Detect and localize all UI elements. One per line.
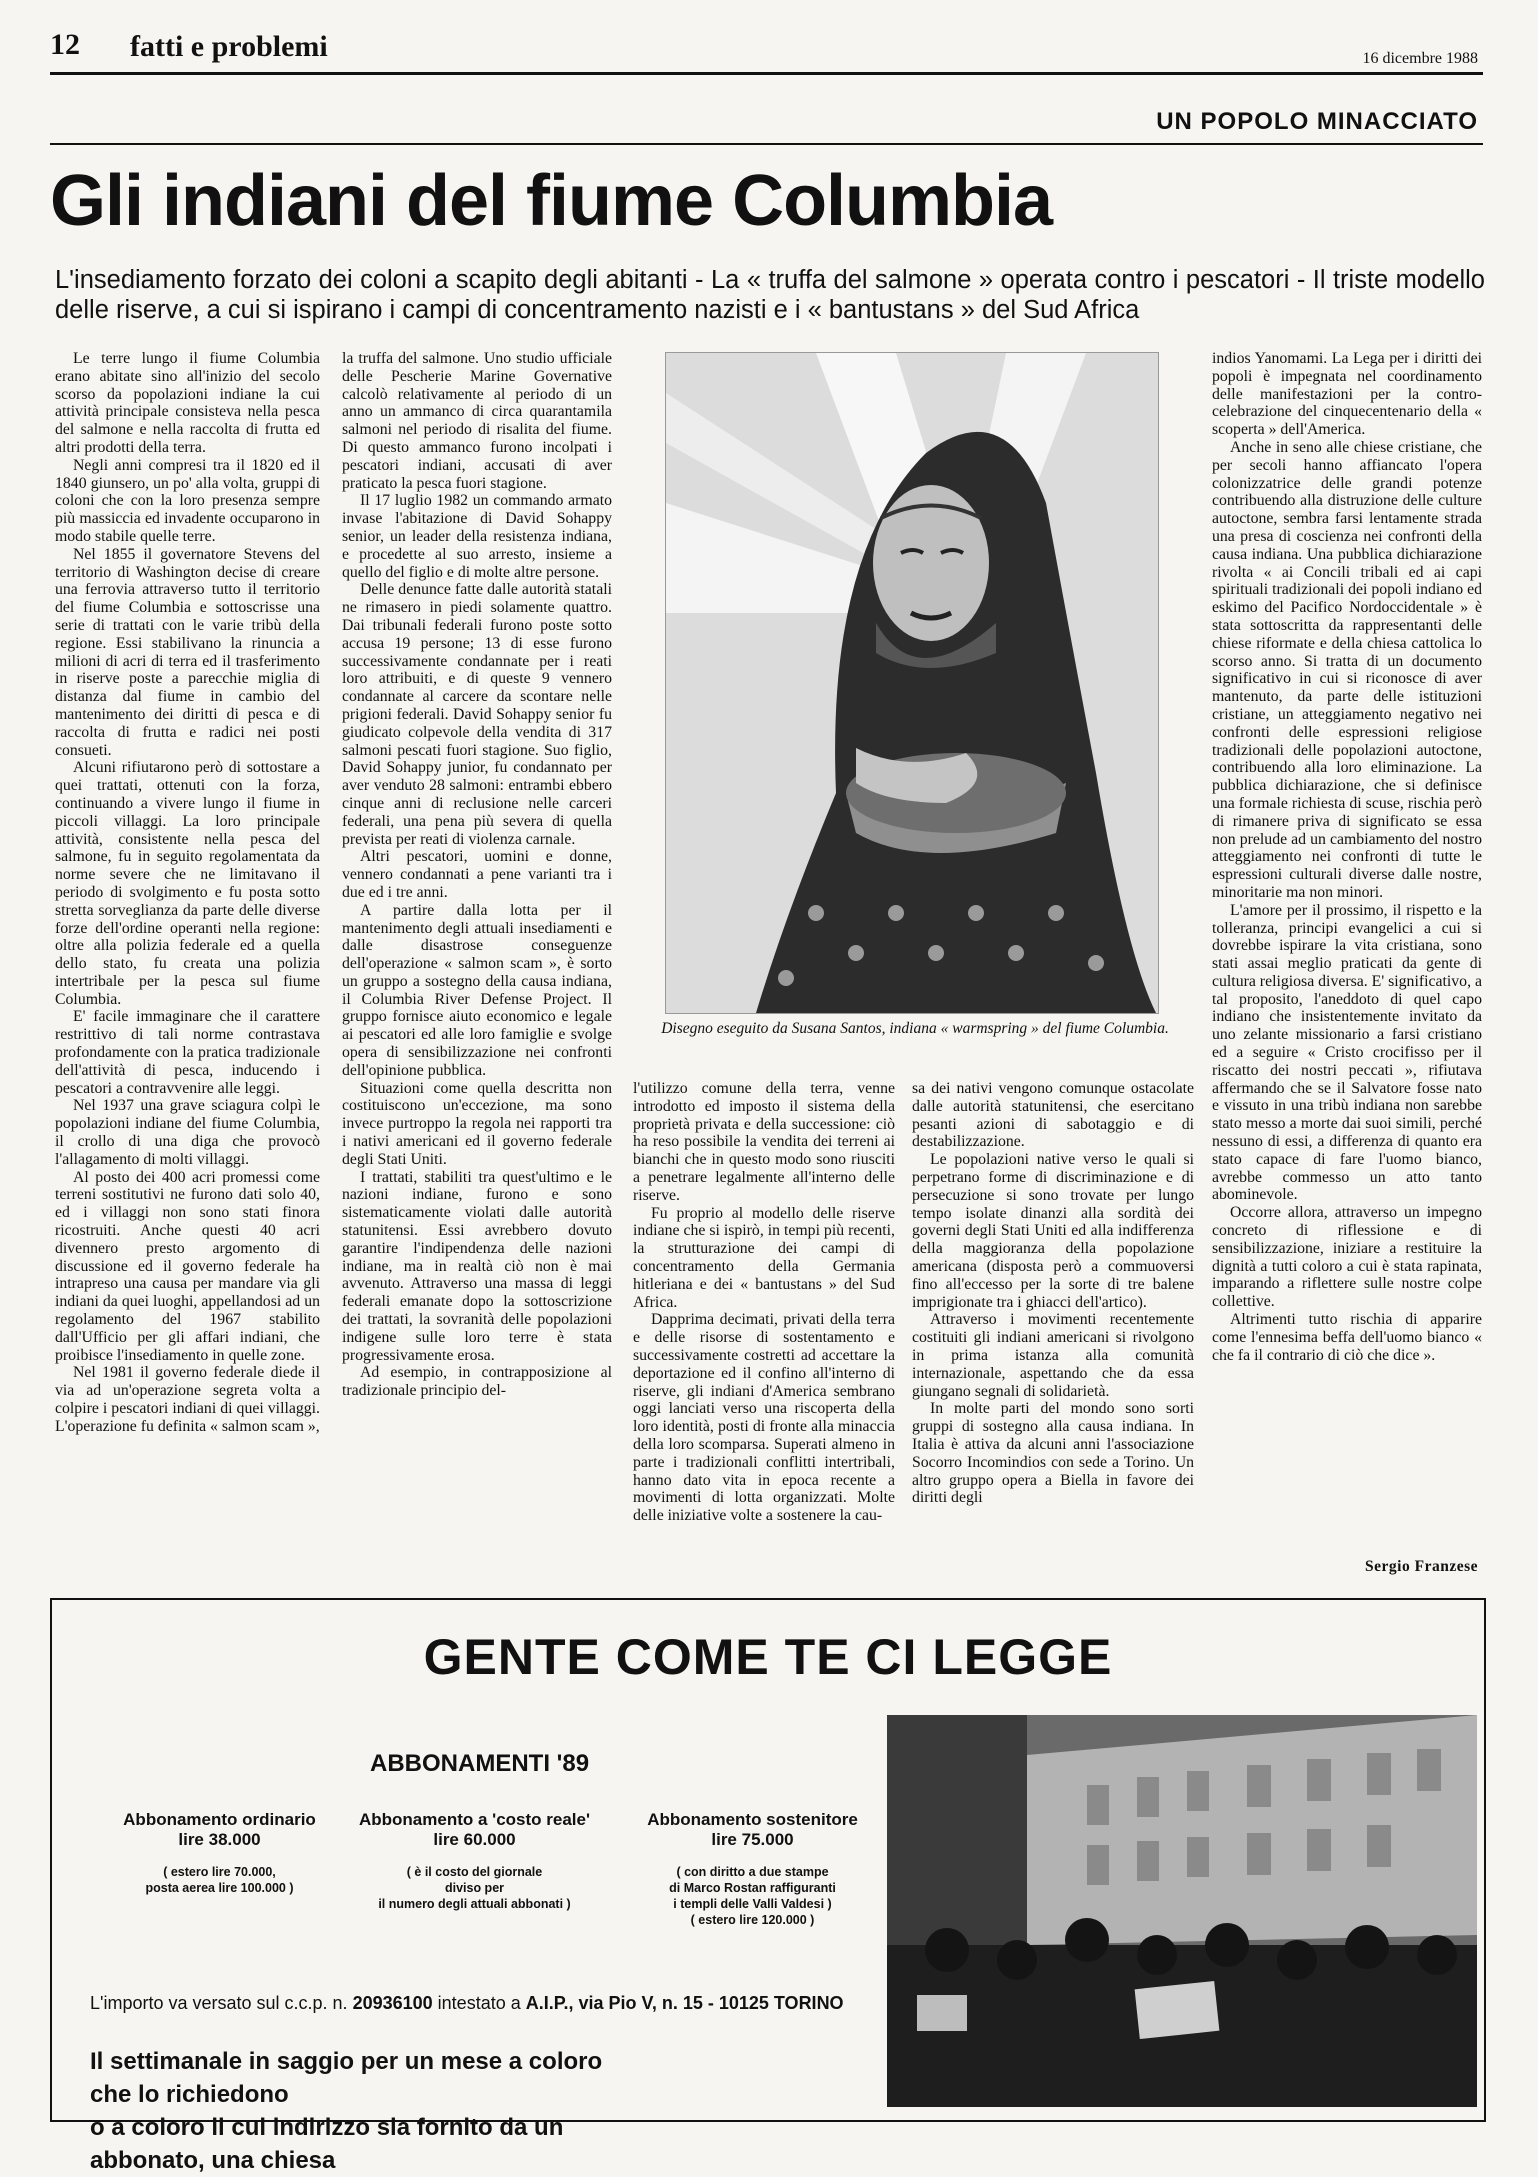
paragraph: Nel 1937 una grave sciagura colpì le popolazioni indiane del fiume Columbia, il crollo di una diga che provocò l'allagamento di molti villaggi. bbox=[55, 1097, 320, 1168]
paragraph: Nel 1981 il governo federale diede il via ad un'operazione segreta volta a colpire i pescatori indiani di quei villaggi. L'operazione fu definita « salmon scam », bbox=[55, 1364, 320, 1435]
paragraph: Altrimenti tutto rischia di apparire come l'ennesima beffa dell'uomo bianco « che fa il contrario di ciò che dice ». bbox=[1212, 1311, 1482, 1364]
kicker: UN POPOLO MINACCIATO bbox=[1156, 108, 1478, 135]
illustration-drawing bbox=[666, 353, 1158, 1013]
article-column-1 bbox=[55, 350, 320, 1436]
article-column-5 bbox=[1212, 350, 1482, 1364]
paragraph: A partire dalla lotta per il mantenimento degli attuali insediamenti e dalle disastrose conseguenze dell'operazione « salmon scam », è sorto un gruppo a sostegno della causa indiana, il Columbia River Defense Project. Il gruppo fornisce aiuto economico e legale ai pescatori ed alle loro famiglie e svolge opera di sensibilizzazione nei confronti dell'opinione pubblica. bbox=[342, 901, 612, 1079]
byline: Sergio Franzese bbox=[1365, 1558, 1478, 1575]
paragraph: Anche in seno alle chiese cristiane, che per secoli hanno affiancato l'opera colonizzatrice delle grandi potenze contribuendo alla distruzione delle culture autoctone, sembra farsi lentamente strada una presa di coscienza nei confronti della causa indiana. Una pubblica dichiarazione rivolta « ai Concili tribali ed ai capi spirituali tradizionali dei popoli indiano ed eskimo del Pacifico Nordoccidentale » è stata sottoscritta da rappresentanti delle chiese riformate e della chiesa cattolica lo scorso anno. Si tratta di un documento significativo in cui si riconosce di aver mantenuto, da parte delle istituzioni cristiane, un atteggiamento negativo nei confronti delle espressioni religiose tradizionali delle popolazioni autoctone, contribuendo alla loro eliminazione. La pubblica dichiarazione, che si definisce una formale richiesta di scuse, rischia però di rimanere priva di significato se essa non prelude ad un cambiamento del nostro atteggiamento nei confronti di tutte le espressioni culturali diverse dalle nostre, minoritarie ma non minori. bbox=[1212, 438, 1482, 901]
paragraph: Situazioni come quella descritta non costituiscono un'eccezione, ma sono invece purtroppo la regola nei rapporti tra i nativi americani ed il governo federale degli Stati Uniti. bbox=[342, 1079, 612, 1168]
street-crowd-photo bbox=[887, 1715, 1477, 2107]
postal-account-number: 20936100 bbox=[352, 1993, 433, 2013]
paragraph: sa dei nativi vengono comunque ostacolate dalle autorità statunitensi, che esercitano pesanti azioni di sabotaggio e di destabilizzazione. bbox=[912, 1080, 1194, 1151]
subscription-ordinary bbox=[97, 1810, 342, 1896]
paragraph: la truffa del salmone. Uno studio ufficiale delle Pescherie Marine Governative calcolò relativamente al periodo di un anno un ammanco di circa quarantamila salmoni nel periodo di risalita del fiume. Di questo ammanco furono incolpati i pescatori indiani, accusati di aver praticato la pesca fuori stagione. bbox=[342, 350, 612, 492]
subscription-notes: ( estero lire 70.000, posta aerea lire 100.000 ) bbox=[145, 1865, 294, 1895]
subtitle: L'insediamento forzato dei coloni a scapito degli abitanti - La « truffa del salmone » operata contro i pescatori - Il triste modello delle riserve, a cui si ispirano i campi di concentramento nazisti e i « bantustans » del Sud Africa bbox=[55, 266, 1485, 324]
subscription-price: lire 75.000 bbox=[711, 1830, 794, 1849]
subscription-price: lire 38.000 bbox=[178, 1830, 261, 1849]
paragraph: Fu proprio al modello delle riserve indiane che si ispirò, in tempi più recenti, la strutturazione dei campi di concentramento della Germania hitleriana e dei « bantustans » del Sud Africa. bbox=[633, 1204, 895, 1311]
paragraph: Al posto dei 400 acri promessi come terreni sostitutivi ne furono dati solo 40, ed i villaggi non sono stati finora ricostruiti. Anche questi 40 acri divennero presto argomento di discussione ed il governo federale ha intrapreso una causa per mandare via gli indiani da quei luoghi, appellandosi ad un regolamento del 1967 stabilito dall'Ufficio per gli affari indiani, che proibisce l'insediamento in quelle zone. bbox=[55, 1168, 320, 1364]
paragraph: In molte parti del mondo sono sorti gruppi di sostegno alla causa indiana. In Italia è attiva da alcuni anni l'associazione Socorro Incomindios con sede a Torino. Un altro gruppo opera a Biella in favore dei diritti degli bbox=[912, 1400, 1194, 1507]
illustration-woman-with-basket bbox=[665, 352, 1159, 1014]
paragraph: L'amore per il prossimo, il rispetto e la tolleranza, principi evangelici a cui si dovrebbe ispirare la vita cristiana, sono stati assai meglio praticati da gente di cultura religiosa diversa. E' significativo, a tal proposito, l'aneddoto di quel capo indiano che insistentemente invitato da uno zelante missionario a farsi cristiano ed a seguire « Cristo crocifisso per il riscatto dei nostri peccati », rifiutava affermando che se il Salvatore fosse nato e vissuto in una tribù indiana non sarebbe stato messo a morte dai suoi simili, perché nessuno di essi, a differenza di quanto era stato capace di fare l'uomo bianco, avrebbe commesso un atto tanto abominevole. bbox=[1212, 901, 1482, 1204]
masthead-rule bbox=[50, 72, 1483, 75]
section-title: fatti e problemi bbox=[130, 30, 328, 63]
illustration-caption: Disegno eseguito da Susana Santos, indiana « warmspring » del fiume Columbia. bbox=[661, 1020, 1169, 1037]
subscription-price: lire 60.000 bbox=[433, 1830, 516, 1849]
subscription-real-cost bbox=[352, 1810, 597, 1912]
advert-subheading: ABBONAMENTI '89 bbox=[370, 1750, 590, 1777]
subscription-notes: ( è il costo del giornale diviso per il numero degli attuali abbonati ) bbox=[378, 1865, 571, 1911]
paragraph: Alcuni rifiutarono però di sottostare a quei trattati, ottenuti con la forza, continuando a vivere lungo il fiume in piccoli villaggi. La loro principale attività, consistente nella pesca del salmone, fu in seguito regolamentata da norme severe che ne limitavano il periodo di svolgimento e fu posta sotto stretta sorveglianza da parte delle diverse forze dell'ordine operanti nella regione: oltre alla polizia federale ed a quella dello stato, fu creata una polizia intertribale per la pesca sul fiume Columbia. bbox=[55, 759, 320, 1008]
paragraph: l'utilizzo comune della terra, venne introdotto ed imposto il sistema della proprietà privata e della successione: ciò ha reso possibile la vendita dei terreni ai bianchi che in questo modo sono riusciti a penetrare legalmente all'interno delle riserve. bbox=[633, 1080, 895, 1204]
paragraph: Le popolazioni native verso le quali si perpetrano forme di discriminazione e di persecuzione si sono trovate per lungo tempo isolate dinanzi alla sordità dei governi degli Stati Uniti ed alla indifferenza della maggioranza della popolazione americana (disposta però a commuoversi fino all'eccesso per la sorte di tre balene imprigionate tra i ghiacci dell'artico). bbox=[912, 1151, 1194, 1311]
paragraph: I trattati, stabiliti tra quest'ultimo e le nazioni indiane, furono e sono sistematicamente violati dalle autorità statunitensi. Essi avrebbero dovuto garantire l'indipendenza delle nazioni indiane, ma in realtà ciò non è mai avvenuto. Attraverso una massa di leggi federali emanate dopo la sottoscrizione dei trattati, la sovranità delle popolazioni indigene sulle loro terre è stata progressivamente erosa. bbox=[342, 1168, 612, 1364]
subscription-title: Abbonamento a 'costo reale' bbox=[358, 1810, 591, 1829]
issue-date: 16 dicembre 1988 bbox=[1362, 50, 1478, 67]
article-column-4 bbox=[912, 1080, 1194, 1507]
paragraph: Altri pescatori, uomini e donne, vennero condannati a pene varianti tra i due ed i tre anni. bbox=[342, 848, 612, 901]
article-column-2 bbox=[342, 350, 612, 1400]
headline: Gli indiani del fiume Columbia bbox=[50, 161, 1053, 241]
promo-text: Il settimanale in saggio per un mese a coloro che lo richiedono o a coloro il cui indirizzo sia fornito da un abbonato, una chiesa bbox=[90, 2048, 603, 2174]
photo-drawing bbox=[887, 1715, 1477, 2107]
subscription-supporter bbox=[630, 1810, 875, 1928]
paragraph: Occorre allora, attraverso un impegno concreto di riflessione e di sensibilizzazione, iniziare a restituire la dignità a tutti coloro a cui è stata rapinata, imparando a riflettere sulle nostre colpe collettive. bbox=[1212, 1204, 1482, 1311]
subscription-notes: ( con diritto a due stampe di Marco Rostan raffiguranti i templi delle Valli Valdesi ) ( estero lire 120.000 ) bbox=[669, 1865, 836, 1927]
paragraph: Nel 1855 il governatore Stevens del territorio di Washington decise di creare una ferrovia attraverso tutto il territorio del fiume Columbia e sottoscrisse una serie di trattati con le varie tribù della regione. Essi stabilivano la rinuncia a milioni di acri di terra ed il trasferimento in riserve poste a parecchie miglia di distanza dal fiume in cambio del mantenimento dei diritti di pesca e di raccolta di frutta e radici nei posti consueti. bbox=[55, 545, 320, 759]
paragraph: E' facile immaginare che il carattere restrittivo di tali norme contrastava profondamente con la pratica tradizionale dell'attività di pesca, inducendo i pescatori a contravvenire alle leggi. bbox=[55, 1008, 320, 1097]
payment-recipient: A.I.P., via Pio V, n. 15 - 10125 TORINO bbox=[525, 1993, 844, 2013]
subscription-title: Abbonamento sostenitore bbox=[647, 1810, 858, 1829]
page-number: 12 bbox=[50, 28, 80, 61]
paragraph: Il 17 luglio 1982 un commando armato invase l'abitazione di David Sohappy senior, un leader della resistenza indiana, e procedette al suo arresto, insieme a quello del figlio e di molte altre persone. bbox=[342, 492, 612, 581]
paragraph: Ad esempio, in contrapposizione al tradizionale principio del- bbox=[342, 1364, 612, 1400]
article-column-3 bbox=[633, 1080, 895, 1525]
subscription-advert bbox=[50, 1598, 1486, 2174]
subscription-title: Abbonamento ordinario bbox=[123, 1810, 316, 1829]
paragraph: Negli anni compresi tra il 1820 ed il 1840 giunsero, un po' alla volta, gruppi di coloni che con la loro presenza sempre più massiccia ed invadente occuparono in modo stabile quelle terre. bbox=[55, 456, 320, 545]
paragraph: Delle denunce fatte dalle autorità statali ne rimasero in piedi solamente quattro. Dai tribunali federali furono poste sotto accusa 19 persone; 13 di esse furono successivamente condannate per i reati loro attribuiti, e di queste 9 vennero condannate al carcere da scontare nelle prigioni federali. David Sohappy senior fu giudicato colpevole della vendita di 317 salmoni pescati fuori stagione. Suo figlio, David Sohappy junior, fu condannato per aver venduto 28 salmoni: entrambi ebbero cinque anni di reclusione nelle carceri federali, una pena più severa di quella prevista per reati di violenza carnale. bbox=[342, 581, 612, 848]
paragraph: Le terre lungo il fiume Columbia erano abitate sino all'inizio del secolo scorso da popolazioni indiane la cui attività principale consisteva nella pesca del salmone e nella raccolta di frutta ed altri prodotti della terra. bbox=[55, 350, 320, 456]
kicker-rule bbox=[50, 143, 1483, 145]
paragraph: Dapprima decimati, privati della terra e delle risorse di sostentamento e successivamente costretti ad accettare la deportazione ed il confino all'interno di riserve, gli indiani d'America sembrano oggi lanciati verso una riscoperta della loro identità, posti di fronte alla minaccia della loro scomparsa. Superati almeno in parte i tradizionali conflitti intertribali, hanno dato vita in epoca recente a movimenti di lotta organizzati. Molte delle iniziative volte a sostenere la cau- bbox=[633, 1311, 895, 1525]
advert-headline: GENTE COME TE CI LEGGE bbox=[423, 1629, 1113, 1685]
paragraph: indios Yanomami. La Lega per i diritti dei popoli è impegnata nel coordinamento delle manifestazioni per la contro-celebrazione del cinquecentenario della « scoperta » dell'America. bbox=[1212, 350, 1482, 439]
payment-instructions: L'importo va versato sul c.c.p. n. 20936100 intestato a A.I.P., via Pio V, n. 15 - 10125 TORINO bbox=[90, 1993, 844, 2013]
paragraph: Attraverso i movimenti recentemente costituiti gli indiani americani si rivolgono in prima istanza alla comunità internazionale, aspettando che da essa giungano segnali di solidarietà. bbox=[912, 1311, 1194, 1400]
